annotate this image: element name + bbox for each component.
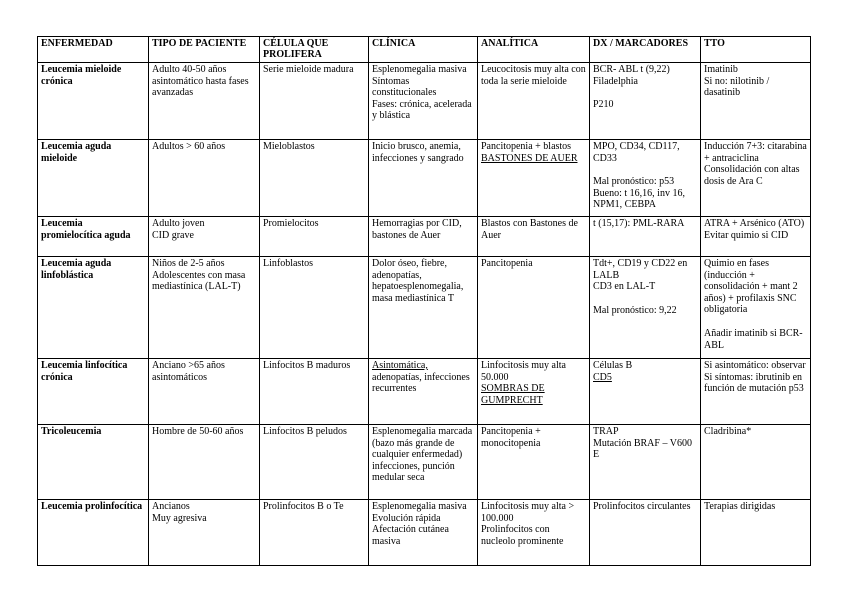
cell-tto xyxy=(701,63,811,140)
cell-analitica: Pancitopenia + monocitopenia xyxy=(478,425,590,500)
clinica-line: adenopatías, infecciones recurrentes xyxy=(372,371,470,395)
cell-tipo: Adulto 40-50 años asintomático hasta fases avanzadas xyxy=(149,63,260,140)
cell-analitica xyxy=(478,500,590,566)
table-row xyxy=(38,63,811,140)
cell-tipo: Adultos > 60 años xyxy=(149,140,260,217)
header-tipo: TIPO DE PACIENTE xyxy=(149,37,260,63)
cell-dx xyxy=(590,257,701,359)
dx-highlight: CD5 xyxy=(593,371,612,383)
analitica-line: Linfocitosis muy alta 50.000 xyxy=(481,360,566,383)
tto-line: Si asintomático: observar xyxy=(704,360,806,371)
cell-tto: Terapias dirigidas xyxy=(701,500,811,566)
dx-line: CD3 en LAL-T xyxy=(593,281,656,293)
cell-celula: Prolinfocitos B o Te xyxy=(260,500,369,566)
tipo-line: Adulto joven xyxy=(152,218,205,229)
cell-tto xyxy=(701,359,811,425)
clinica-line: Esplenomegalia masiva xyxy=(372,64,467,75)
cell-clinica xyxy=(369,500,478,566)
analitica-line: Linfocitosis muy alta > 100.000 xyxy=(481,501,575,524)
tipo-line: Adolescentes con masa mediastínica (LAL-T) xyxy=(152,269,246,293)
dx-line: Mal pronóstico: 9,22 xyxy=(593,304,677,316)
cell-tto xyxy=(701,217,811,257)
tipo-line: Muy agresiva xyxy=(152,512,207,524)
dx-line: TRAP xyxy=(593,426,619,437)
table-row xyxy=(38,500,811,566)
cell-clinica: Dolor óseo, fiebre, adenopatías, hepatoesplenomegalia, masa mediastínica T xyxy=(369,257,478,359)
cell-clinica: Hemorragias por CID, bastones de Auer xyxy=(369,217,478,257)
cell-analitica: Leucocitosis muy alta con toda la serie mieloide xyxy=(478,63,590,140)
cell-enfermedad: Tricoleucemia xyxy=(38,425,149,500)
cell-celula: Linfocitos B peludos xyxy=(260,425,369,500)
dx-line: Bueno: t 16,16, inv 16, NPM1, CEBPA xyxy=(593,187,685,211)
table-row xyxy=(38,140,811,217)
cell-enfermedad: Leucemia aguda mieloide xyxy=(38,140,149,217)
dx-line: BCR- ABL t (9,22) Filadelphia xyxy=(593,64,670,87)
cell-dx xyxy=(590,425,701,500)
cell-tipo: Hombre de 50-60 años xyxy=(149,425,260,500)
cell-tto xyxy=(701,140,811,217)
cell-enfermedad: Leucemia promielocítica aguda xyxy=(38,217,149,257)
cell-tipo xyxy=(149,257,260,359)
header-clinica: CLÍNICA xyxy=(369,37,478,63)
header-enfermedad: ENFERMEDAD xyxy=(38,37,149,63)
header-tto: TTO xyxy=(701,37,811,63)
cell-celula: Mieloblastos xyxy=(260,140,369,217)
cell-celula: Linfocitos B maduros xyxy=(260,359,369,425)
tto-line: Si síntomas: ibrutinib en función de mutación p53 xyxy=(704,371,804,395)
cell-clinica: Esplenomegalia marcada (bazo más grande de cualquier enfermedad) infecciones, punción medular seca xyxy=(369,425,478,500)
cell-enfermedad: Leucemia mieloide crónica xyxy=(38,63,149,140)
cell-dx: Prolinfocitos circulantes xyxy=(590,500,701,566)
clinica-line: Afectación cutánea masiva xyxy=(372,524,449,547)
cell-analitica xyxy=(478,140,590,217)
cell-enfermedad: Leucemia aguda linfoblástica xyxy=(38,257,149,359)
cell-enfermedad: Leucemia linfocítica crónica xyxy=(38,359,149,425)
tipo-line: Ancianos xyxy=(152,501,190,512)
dx-line: Células B xyxy=(593,360,633,371)
analitica-line: Prolinfocitos con nucleolo prominente xyxy=(481,524,564,547)
analitica-highlight: SOMBRAS DE GUMPRECHT xyxy=(481,383,545,406)
cell-enfermedad: Leucemia prolinfocítica xyxy=(38,500,149,566)
cell-celula: Serie mieloide madura xyxy=(260,63,369,140)
cell-tipo xyxy=(149,500,260,566)
cell-clinica xyxy=(369,63,478,140)
dx-line: Mal pronóstico: p53 xyxy=(593,176,675,188)
cell-tto xyxy=(701,257,811,359)
tto-line: Imatinib xyxy=(704,64,738,75)
cell-analitica: Pancitopenia xyxy=(478,257,590,359)
cell-tto: Cladribina* xyxy=(701,425,811,500)
tto-line: Evitar quimio si CID xyxy=(704,229,789,241)
cell-clinica: Inicio brusco, anemia, infecciones y sangrado xyxy=(369,140,478,217)
tipo-line: Niños de 2-5 años xyxy=(152,258,225,269)
cell-dx xyxy=(590,140,701,217)
dx-line: P210 xyxy=(593,99,614,111)
header-dx: DX / MARCADORES xyxy=(590,37,701,63)
clinica-line: Evolución rápida xyxy=(372,512,441,524)
tto-line: ATRA + Arsénico (ATO) xyxy=(704,218,805,229)
tto-line: Añadir imatinib si BCR- ABL xyxy=(704,327,803,351)
analitica-line: Pancitopenia + blastos xyxy=(481,141,572,152)
clinica-highlight: Asintomática, xyxy=(372,360,428,371)
tipo-line: CID grave xyxy=(152,229,194,241)
cell-celula: Promielocitos xyxy=(260,217,369,257)
leukemia-table xyxy=(37,36,811,566)
clinica-line: Fases: crónica, acelerada y blástica xyxy=(372,98,472,122)
dx-line: MPO, CD34, CD117, CD33 xyxy=(593,141,680,164)
dx-line: Tdt+, CD19 y CD22 en LALB xyxy=(593,258,688,281)
table-row xyxy=(38,217,811,257)
cell-analitica: Blastos con Bastones de Auer xyxy=(478,217,590,257)
cell-dx xyxy=(590,63,701,140)
cell-tipo xyxy=(149,217,260,257)
header-row xyxy=(38,37,811,63)
header-celula: CÉLULA QUE PROLIFERA xyxy=(260,37,369,63)
cell-clinica xyxy=(369,359,478,425)
cell-celula: Linfoblastos xyxy=(260,257,369,359)
cell-dx: t (15,17): PML-RARA xyxy=(590,217,701,257)
cell-analitica xyxy=(478,359,590,425)
tto-line: Inducción 7+3: citarabina + antraciclina xyxy=(704,141,807,164)
clinica-line: Síntomas constitucionales xyxy=(372,75,437,99)
table-row xyxy=(38,257,811,359)
tto-line: Consolidación con altas dosis de Ara C xyxy=(704,164,800,187)
dx-line: Mutación BRAF – V600 E xyxy=(593,437,692,461)
clinica-line: Esplenomegalia masiva xyxy=(372,501,467,512)
cell-dx xyxy=(590,359,701,425)
header-analitica: ANALÍTICA xyxy=(478,37,590,63)
table-row xyxy=(38,425,811,500)
tto-line: Quimio en fases (inducción + consolidación + mant 2 años) + profilaxis SNC obligatoria xyxy=(704,258,798,316)
tto-line: Si no: nilotinib / dasatinib xyxy=(704,75,770,99)
analitica-highlight: BASTONES DE AUER xyxy=(481,152,578,164)
table-row xyxy=(38,359,811,425)
cell-tipo: Anciano >65 años asintomáticos xyxy=(149,359,260,425)
